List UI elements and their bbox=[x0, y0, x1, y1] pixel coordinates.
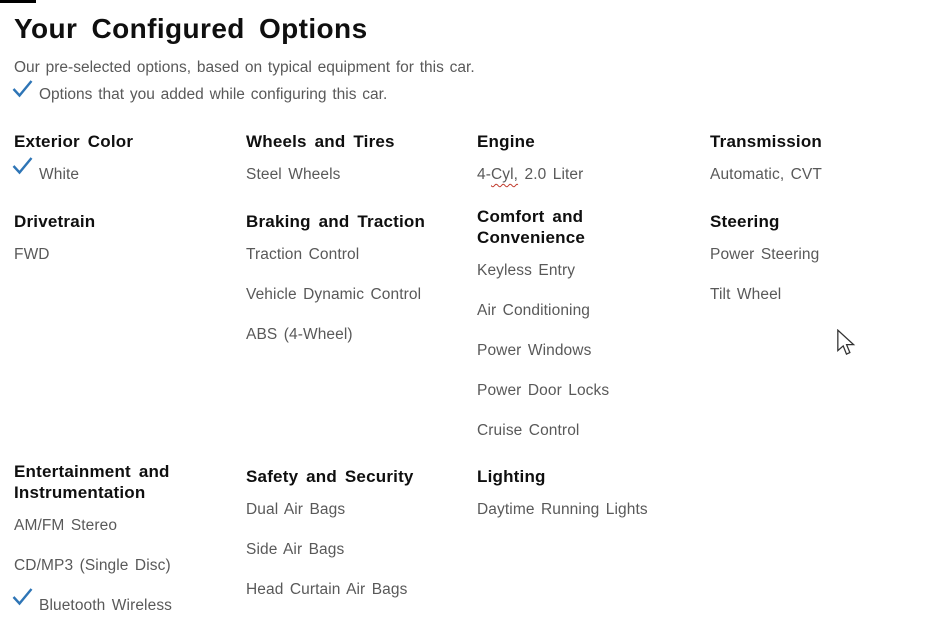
option-label-part: 4- bbox=[477, 166, 491, 183]
option-item bbox=[477, 341, 705, 361]
option-label: Tilt Wheel bbox=[710, 286, 782, 303]
section-wheels-and-tires bbox=[246, 131, 474, 205]
section-title: Transmission bbox=[710, 132, 822, 151]
section-transmission bbox=[710, 131, 938, 205]
option-label: Keyless Entry bbox=[477, 262, 576, 279]
option-item bbox=[246, 285, 474, 305]
option-label-part: 2.0 Liter bbox=[518, 166, 584, 183]
option-label: Daytime Running Lights bbox=[477, 501, 648, 518]
section-entertainment-and-instrumentation bbox=[14, 461, 242, 636]
option-label: Air Conditioning bbox=[477, 302, 591, 319]
section-braking-and-traction bbox=[246, 211, 474, 365]
option-item bbox=[477, 301, 705, 321]
section-title: Steering bbox=[710, 212, 780, 231]
option-label: CD/MP3 (Single Disc) bbox=[14, 557, 171, 574]
section-steering bbox=[710, 211, 938, 325]
option-item bbox=[14, 556, 242, 576]
option-label: Cruise Control bbox=[477, 422, 580, 439]
added-check-icon bbox=[11, 79, 34, 99]
option-item bbox=[14, 165, 242, 185]
option-label: Power Door Locks bbox=[477, 382, 610, 399]
legend-text: Options that you added while configuring this car. bbox=[39, 86, 388, 103]
section-engine bbox=[477, 131, 705, 205]
option-label: Vehicle Dynamic Control bbox=[246, 286, 422, 303]
page-title: Your Configured Options bbox=[14, 13, 368, 44]
option-label: Dual Air Bags bbox=[246, 501, 346, 518]
option-label: ABS (4-Wheel) bbox=[246, 326, 353, 343]
section-safety-and-security bbox=[246, 466, 474, 620]
option-item bbox=[710, 245, 938, 265]
option-item bbox=[246, 165, 474, 185]
option-item bbox=[246, 325, 474, 345]
option-item bbox=[14, 596, 242, 616]
section-title: Lighting bbox=[477, 467, 546, 486]
section-title: Safety and Security bbox=[246, 467, 414, 486]
option-label: Traction Control bbox=[246, 246, 360, 263]
option-item bbox=[14, 516, 242, 536]
option-item bbox=[246, 500, 474, 520]
spellcheck-squiggle-text: Cyl, bbox=[490, 166, 519, 183]
option-label: Bluetooth Wireless bbox=[39, 597, 173, 614]
section-title: Comfort and Convenience bbox=[477, 207, 586, 247]
section-drivetrain bbox=[14, 211, 242, 285]
option-item bbox=[14, 245, 242, 265]
option-item bbox=[477, 381, 705, 401]
option-label: Head Curtain Air Bags bbox=[246, 581, 408, 598]
option-label: White bbox=[39, 166, 80, 183]
option-item bbox=[477, 261, 705, 281]
option-item bbox=[710, 165, 938, 185]
option-item bbox=[246, 540, 474, 560]
option-item bbox=[710, 285, 938, 305]
option-label: Power Steering bbox=[710, 246, 820, 263]
mouse-arrow-cursor bbox=[836, 329, 856, 357]
option-label: Power Windows bbox=[477, 342, 592, 359]
section-title: Engine bbox=[477, 132, 535, 151]
section-title: Exterior Color bbox=[14, 132, 134, 151]
section-lighting bbox=[477, 466, 705, 540]
section-title: Entertainment and Instrumentation bbox=[14, 462, 170, 502]
section-exterior-color bbox=[14, 131, 242, 205]
option-label: FWD bbox=[14, 246, 50, 263]
option-item bbox=[477, 421, 705, 441]
section-title: Wheels and Tires bbox=[246, 132, 395, 151]
option-label: Automatic, CVT bbox=[710, 166, 822, 183]
option-item bbox=[246, 245, 474, 265]
added-check-icon bbox=[11, 587, 34, 607]
added-check-icon bbox=[11, 156, 34, 176]
option-label: AM/FM Stereo bbox=[14, 517, 118, 534]
option-label: Side Air Bags bbox=[246, 541, 345, 558]
section-comfort-and-convenience bbox=[477, 206, 705, 461]
section-title: Drivetrain bbox=[14, 212, 96, 231]
page-subtitle: Our pre-selected options, based on typical equipment for this car. bbox=[14, 59, 475, 76]
option-item bbox=[477, 500, 705, 520]
option-item bbox=[477, 165, 705, 185]
screen-edge-artifact bbox=[0, 0, 36, 3]
page-header bbox=[14, 12, 914, 104]
option-item bbox=[246, 580, 474, 600]
added-options-legend bbox=[14, 79, 914, 104]
section-title: Braking and Traction bbox=[246, 212, 426, 231]
option-label: Steel Wheels bbox=[246, 166, 341, 183]
